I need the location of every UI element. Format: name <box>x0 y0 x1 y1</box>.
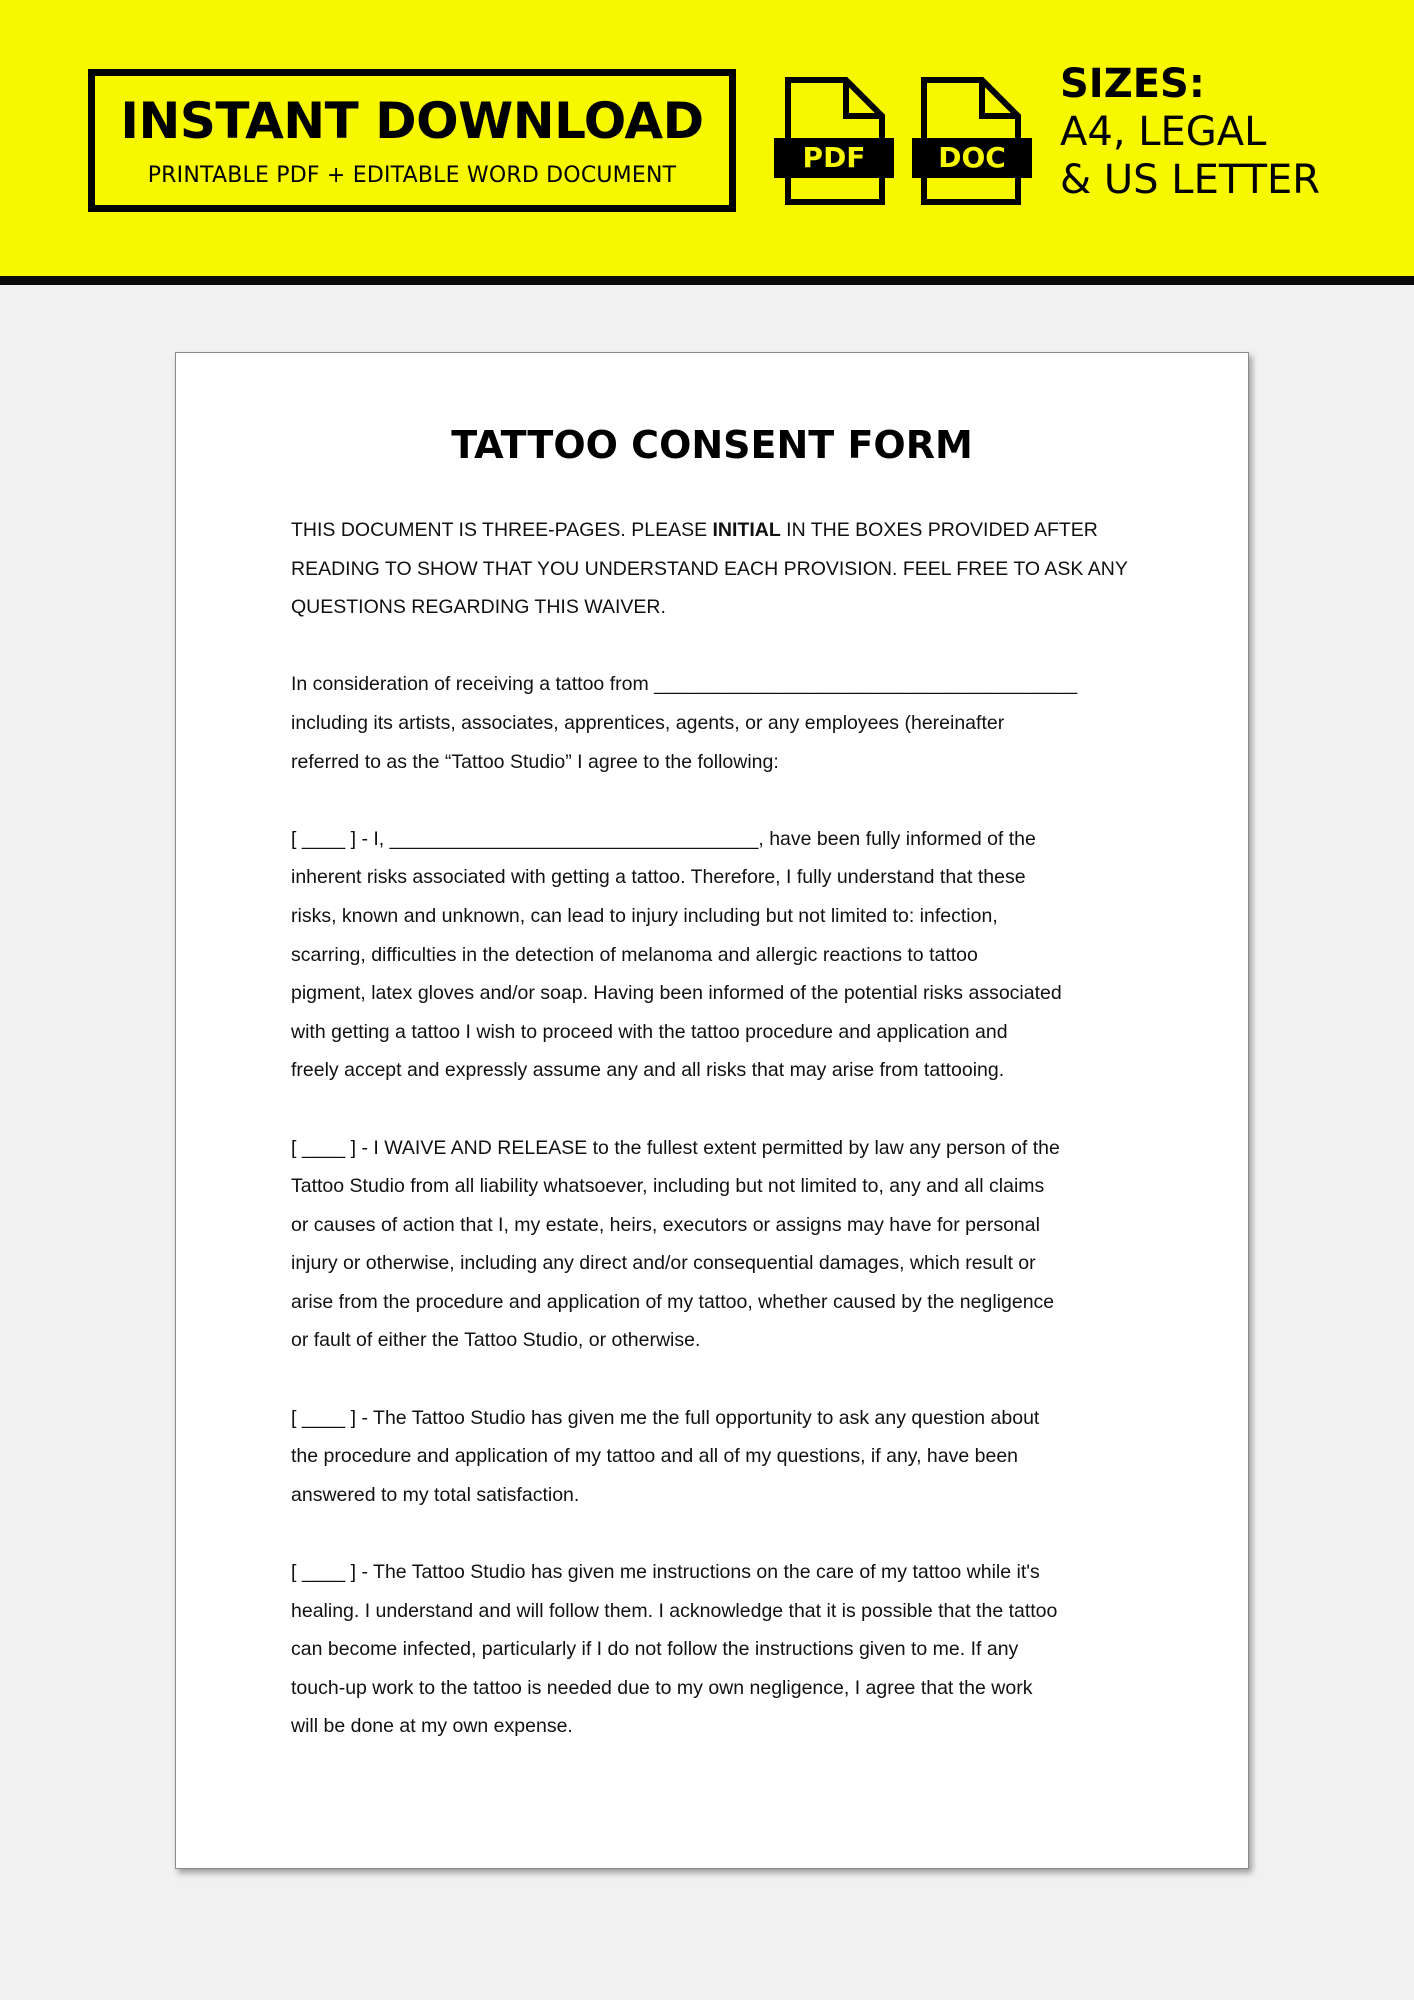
provision-line: [ ____ ] - The Tattoo Studio has given me the full opportunity to ask any question about <box>291 1406 1040 1429</box>
provision-waiver <box>291 1129 1151 1361</box>
initial-emphasis: INITIAL <box>712 519 781 541</box>
provision-line: Tattoo Studio from all liability whatsoever, including but not limited to, any and all claims <box>291 1175 1045 1198</box>
intro-line: QUESTIONS REGARDING THIS WAIVER. <box>291 596 666 619</box>
document-body <box>291 511 1151 1785</box>
intro-text: IN THE BOXES PROVIDED AFTER <box>780 519 1098 541</box>
provision-line: injury or otherwise, including any direct and/or consequential damages, which result or <box>291 1252 1036 1275</box>
intro-line: READING TO SHOW THAT YOU UNDERSTAND EACH PROVISION. FEEL FREE TO ASK ANY <box>291 557 1128 580</box>
instant-download-subtitle: PRINTABLE PDF + EDITABLE WORD DOCUMENT <box>147 163 677 188</box>
provision-line: [ ____ ] - I WAIVE AND RELEASE to the fullest extent permitted by law any person of the <box>291 1136 1060 1159</box>
intro-line <box>291 511 1151 550</box>
provision-line: inherent risks associated with getting a tattoo. Therefore, I fully understand that these <box>291 866 1026 889</box>
intro-text: THIS DOCUMENT IS THREE-PAGES. PLEASE <box>291 519 713 541</box>
consideration-line: including its artists, associates, apprentices, agents, or any employees (hereinafter <box>291 711 1005 734</box>
provision-line: touch-up work to the tattoo is needed due to my own negligence, I agree that the work <box>291 1676 1033 1699</box>
provision-line: will be done at my own expense. <box>291 1715 573 1738</box>
provision-line: or causes of action that I, my estate, heirs, executors or assigns may have for personal <box>291 1213 1040 1236</box>
provision-line: [ ____ ] - I, __________________________________, have been fully informed of the <box>291 827 1036 850</box>
provision-line: risks, known and unknown, can lead to injury including but not limited to: infection, <box>291 904 998 927</box>
document-title: TATTOO CONSENT FORM <box>451 423 973 467</box>
instant-download-title: INSTANT DOWNLOAD <box>120 92 704 150</box>
provision-line: pigment, latex gloves and/or soap. Having been informed of the potential risks associated <box>291 982 1062 1005</box>
consideration-paragraph <box>291 665 1151 781</box>
provision-line: arise from the procedure and application of my tattoo, whether caused by the negligence <box>291 1290 1055 1313</box>
provision-line: can become infected, particularly if I do not follow the instructions given to me. If any <box>291 1638 1019 1661</box>
consideration-line: referred to as the “Tattoo Studio” I agree to the following: <box>291 750 779 773</box>
instant-download-box <box>88 69 736 212</box>
document-page <box>175 352 1249 1869</box>
pdf-file-icon <box>774 76 894 206</box>
provision-care <box>291 1553 1151 1746</box>
provision-line: [ ____ ] - The Tattoo Studio has given me instructions on the care of my tattoo while it's <box>291 1561 1040 1584</box>
provision-questions <box>291 1399 1151 1515</box>
sizes-line-2: & US LETTER <box>1060 157 1321 203</box>
doc-file-icon <box>912 76 1032 206</box>
provision-line: healing. I understand and will follow them. I acknowledge that it is possible that the tattoo <box>291 1599 1058 1622</box>
sizes-info <box>1060 61 1321 208</box>
intro-paragraph <box>291 511 1151 627</box>
pdf-label: PDF <box>774 138 894 178</box>
provision-line: with getting a tattoo I wish to proceed with the tattoo procedure and application and <box>291 1020 1008 1043</box>
promo-banner <box>0 0 1414 285</box>
provision-line: answered to my total satisfaction. <box>291 1483 580 1506</box>
sizes-line-1: A4, LEGAL <box>1060 109 1267 155</box>
doc-label: DOC <box>912 138 1032 178</box>
provision-line: freely accept and expressly assume any and all risks that may arise from tattooing. <box>291 1059 1005 1082</box>
provision-line: or fault of either the Tattoo Studio, or otherwise. <box>291 1329 701 1352</box>
sizes-title: SIZES: <box>1060 61 1205 107</box>
provision-line: the procedure and application of my tattoo and all of my questions, if any, have been <box>291 1445 1019 1468</box>
provision-line: scarring, difficulties in the detection of melanoma and allergic reactions to tattoo <box>291 943 978 966</box>
provision-risks <box>291 820 1151 1090</box>
consideration-line: In consideration of receiving a tattoo from _______________________________________ <box>291 673 1078 696</box>
